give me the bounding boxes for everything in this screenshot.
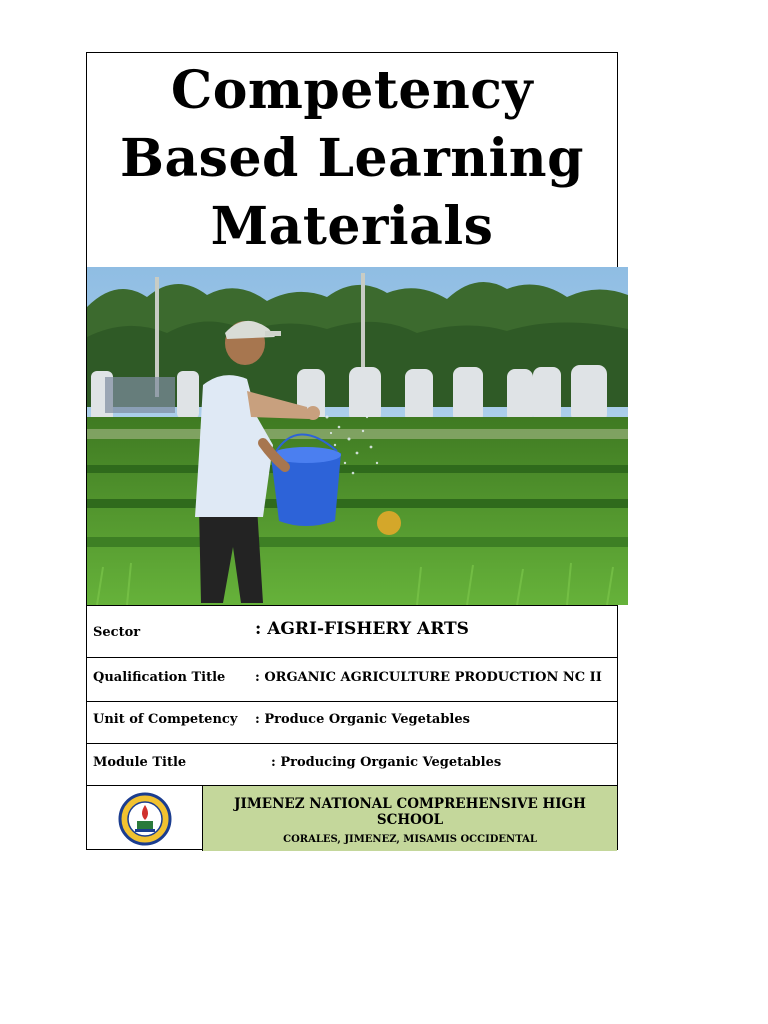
title-line-3: Materials [210, 196, 494, 257]
school-name: JIMENEZ NATIONAL COMPREHENSIVE HIGH SCHOOL [234, 796, 586, 828]
cover-frame [86, 52, 618, 850]
sector-value: : AGRI-FISHERY ARTS [255, 619, 469, 639]
sector-label: Sector [93, 625, 141, 640]
cover-photo [87, 267, 628, 605]
title-line-1: Competency [170, 60, 534, 121]
farmer-sowing-rice-field-photo [87, 267, 628, 605]
module-row [87, 743, 617, 785]
sector-row [87, 605, 617, 657]
unit-label: Unit of Competency [93, 712, 238, 727]
qualification-value: : ORGANIC AGRICULTURE PRODUCTION NC II [255, 670, 602, 685]
unit-value: : Produce Organic Vegetables [255, 712, 470, 727]
school-address: CORALES, JIMENEZ, MISAMIS OCCIDENTAL [283, 834, 537, 845]
qualification-row [87, 657, 617, 701]
title-line-2: Based Learning [120, 128, 584, 189]
cover-title [87, 53, 617, 267]
module-label: Module Title [93, 755, 187, 770]
logo-cell [87, 786, 203, 851]
school-seal-icon [118, 790, 172, 848]
module-value: : Producing Organic Vegetables [271, 755, 502, 770]
school-info [203, 786, 617, 851]
qualification-label: Qualification Title [93, 670, 226, 685]
school-row [87, 785, 617, 851]
unit-row [87, 701, 617, 743]
